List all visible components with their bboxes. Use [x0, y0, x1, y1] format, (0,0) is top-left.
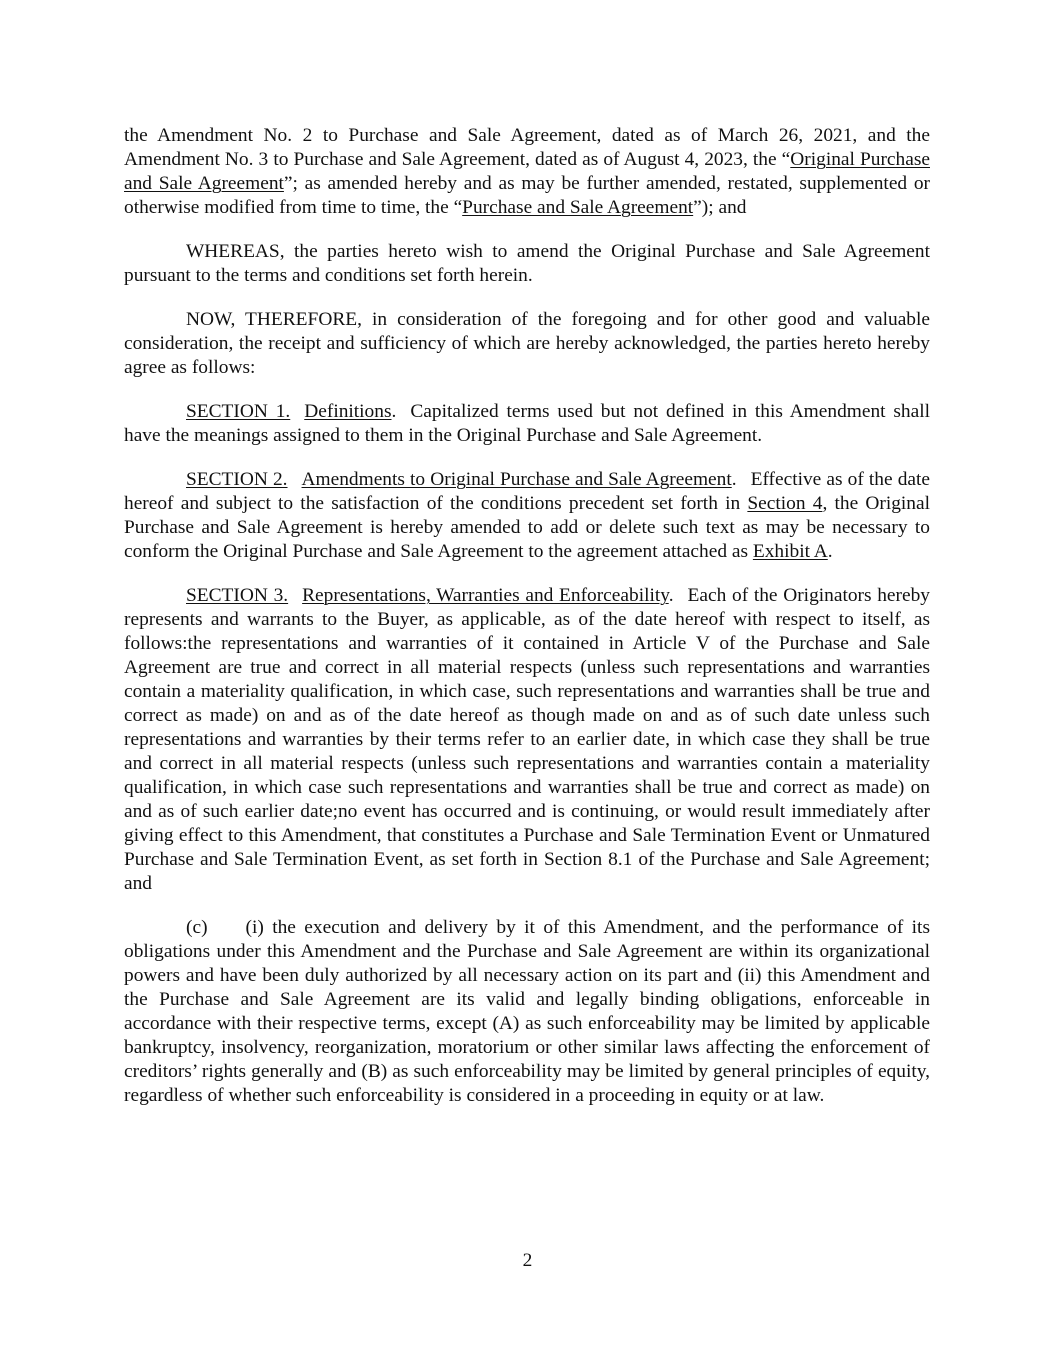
section-1-heading-end: .	[391, 401, 397, 422]
section-1-paragraph	[124, 400, 930, 448]
recital-text-3: ”); and	[693, 197, 747, 218]
clause-c-paragraph	[124, 916, 930, 1108]
defined-term-psa: Purchase and Sale Agreement	[462, 197, 694, 218]
section-2-text-1: Effective as of the date hereof and subject to the satisfaction of the conditions precedent set forth in	[124, 469, 931, 514]
page-number: 2	[522, 1250, 533, 1271]
whereas-paragraph: WHEREAS, the parties hereto wish to amend the Original Purchase and Sale Agreement pursuant to the terms and conditions set forth herein.	[124, 241, 930, 286]
document-page	[124, 124, 930, 1128]
section-2-number: SECTION 2.	[186, 469, 288, 490]
exhibit-a-reference: Exhibit A	[752, 541, 828, 562]
section-1-text: Capitalized terms used but not defined in this Amendment shall have the meanings assigned to them in the Original Purchase and Sale Agreement.	[124, 401, 930, 446]
recital-paragraph	[124, 124, 930, 220]
section-3-heading-end: .	[668, 585, 674, 606]
section-2-heading: Amendments to Original Purchase and Sale Agreement	[301, 469, 732, 490]
recital-text-1: the Amendment No. 2 to Purchase and Sale Agreement, dated as of March 26, 2021, and the Amendment No. 3 to Purchase and Sale Agreement, dated as of August 4, 2023, the “	[124, 125, 930, 170]
section-3-text: Each of the Originators hereby represents and warrants to the Buyer, as applicable, as of the date hereof with respect to itself, as follows:the representations and warranties of it contained in Article V of the Purchase and Sale Agreement are true and correct in all material respects (unless such representations and warranties contain a materiality qualification, in which case, such representations and warranties shall be true and correct as made) on and as of the date hereof as though made on and as of such date unless such representations and warranties by their terms refer to an earlier date, in which case they shall be true and correct in all material respects (unless such representations and warranties contain a materiality qualification, in which case such representations and warranties shall be true and correct as made) on and as of such earlier date;no event has occurred and is continuing, or would result immediately after giving effect to this Amendment, that constitutes a Purchase and Sale Termination Event or Unmatured Purchase and Sale Termination Event, as set forth in Section 8.1 of the Purchase and Sale Agreement; and	[124, 585, 930, 894]
section-2-paragraph	[124, 468, 930, 564]
defined-term-original-psa: Original Purchase and Sale Agreement	[124, 149, 930, 194]
section-3-number: SECTION 3.	[186, 585, 289, 606]
section-2-text-2: , the Original Purchase and Sale Agreement is hereby amended to add or delete such text as may be necessary to conform the Original Purchase and Sale Agreement to the agreement attached as	[124, 493, 930, 562]
section-4-reference: Section 4	[747, 493, 823, 514]
clause-c-label: (c)	[186, 917, 208, 938]
section-3-heading: Representations, Warranties and Enforceability	[302, 585, 669, 606]
section-3-paragraph	[124, 584, 930, 896]
section-1-heading: Definitions	[304, 401, 392, 422]
recital-text-2: ”; as amended hereby and as may be further amended, restated, supplemented or otherwise modified from time to time, the “	[124, 173, 930, 218]
section-1-number: SECTION 1.	[186, 401, 291, 422]
section-2-text-3: .	[827, 541, 833, 562]
now-therefore-paragraph: NOW, THEREFORE, in consideration of the foregoing and for other good and valuable consideration, the receipt and sufficiency of which are hereby acknowledged, the parties hereto hereby agree as follows:	[124, 309, 930, 378]
section-2-heading-end: .	[731, 469, 737, 490]
clause-c-text: (i) the execution and delivery by it of this Amendment, and the performance of its obligations under this Amendment and the Purchase and Sale Agreement are within its organizational powers and have been duly authorized by all necessary action on its part and (ii) this Amendment and the Purchase and Sale Agreement are its valid and legally binding obligations, enforceable in accordance with their respective terms, except (A) as such enforceability may be limited by applicable bankruptcy, insolvency, reorganization, moratorium or other similar laws affecting the enforcement of creditors’ rights generally and (B) as such enforceability may be limited by general principles of equity, regardless of whether such enforceability is considered in a proceeding in equity or at law.	[124, 917, 930, 1106]
